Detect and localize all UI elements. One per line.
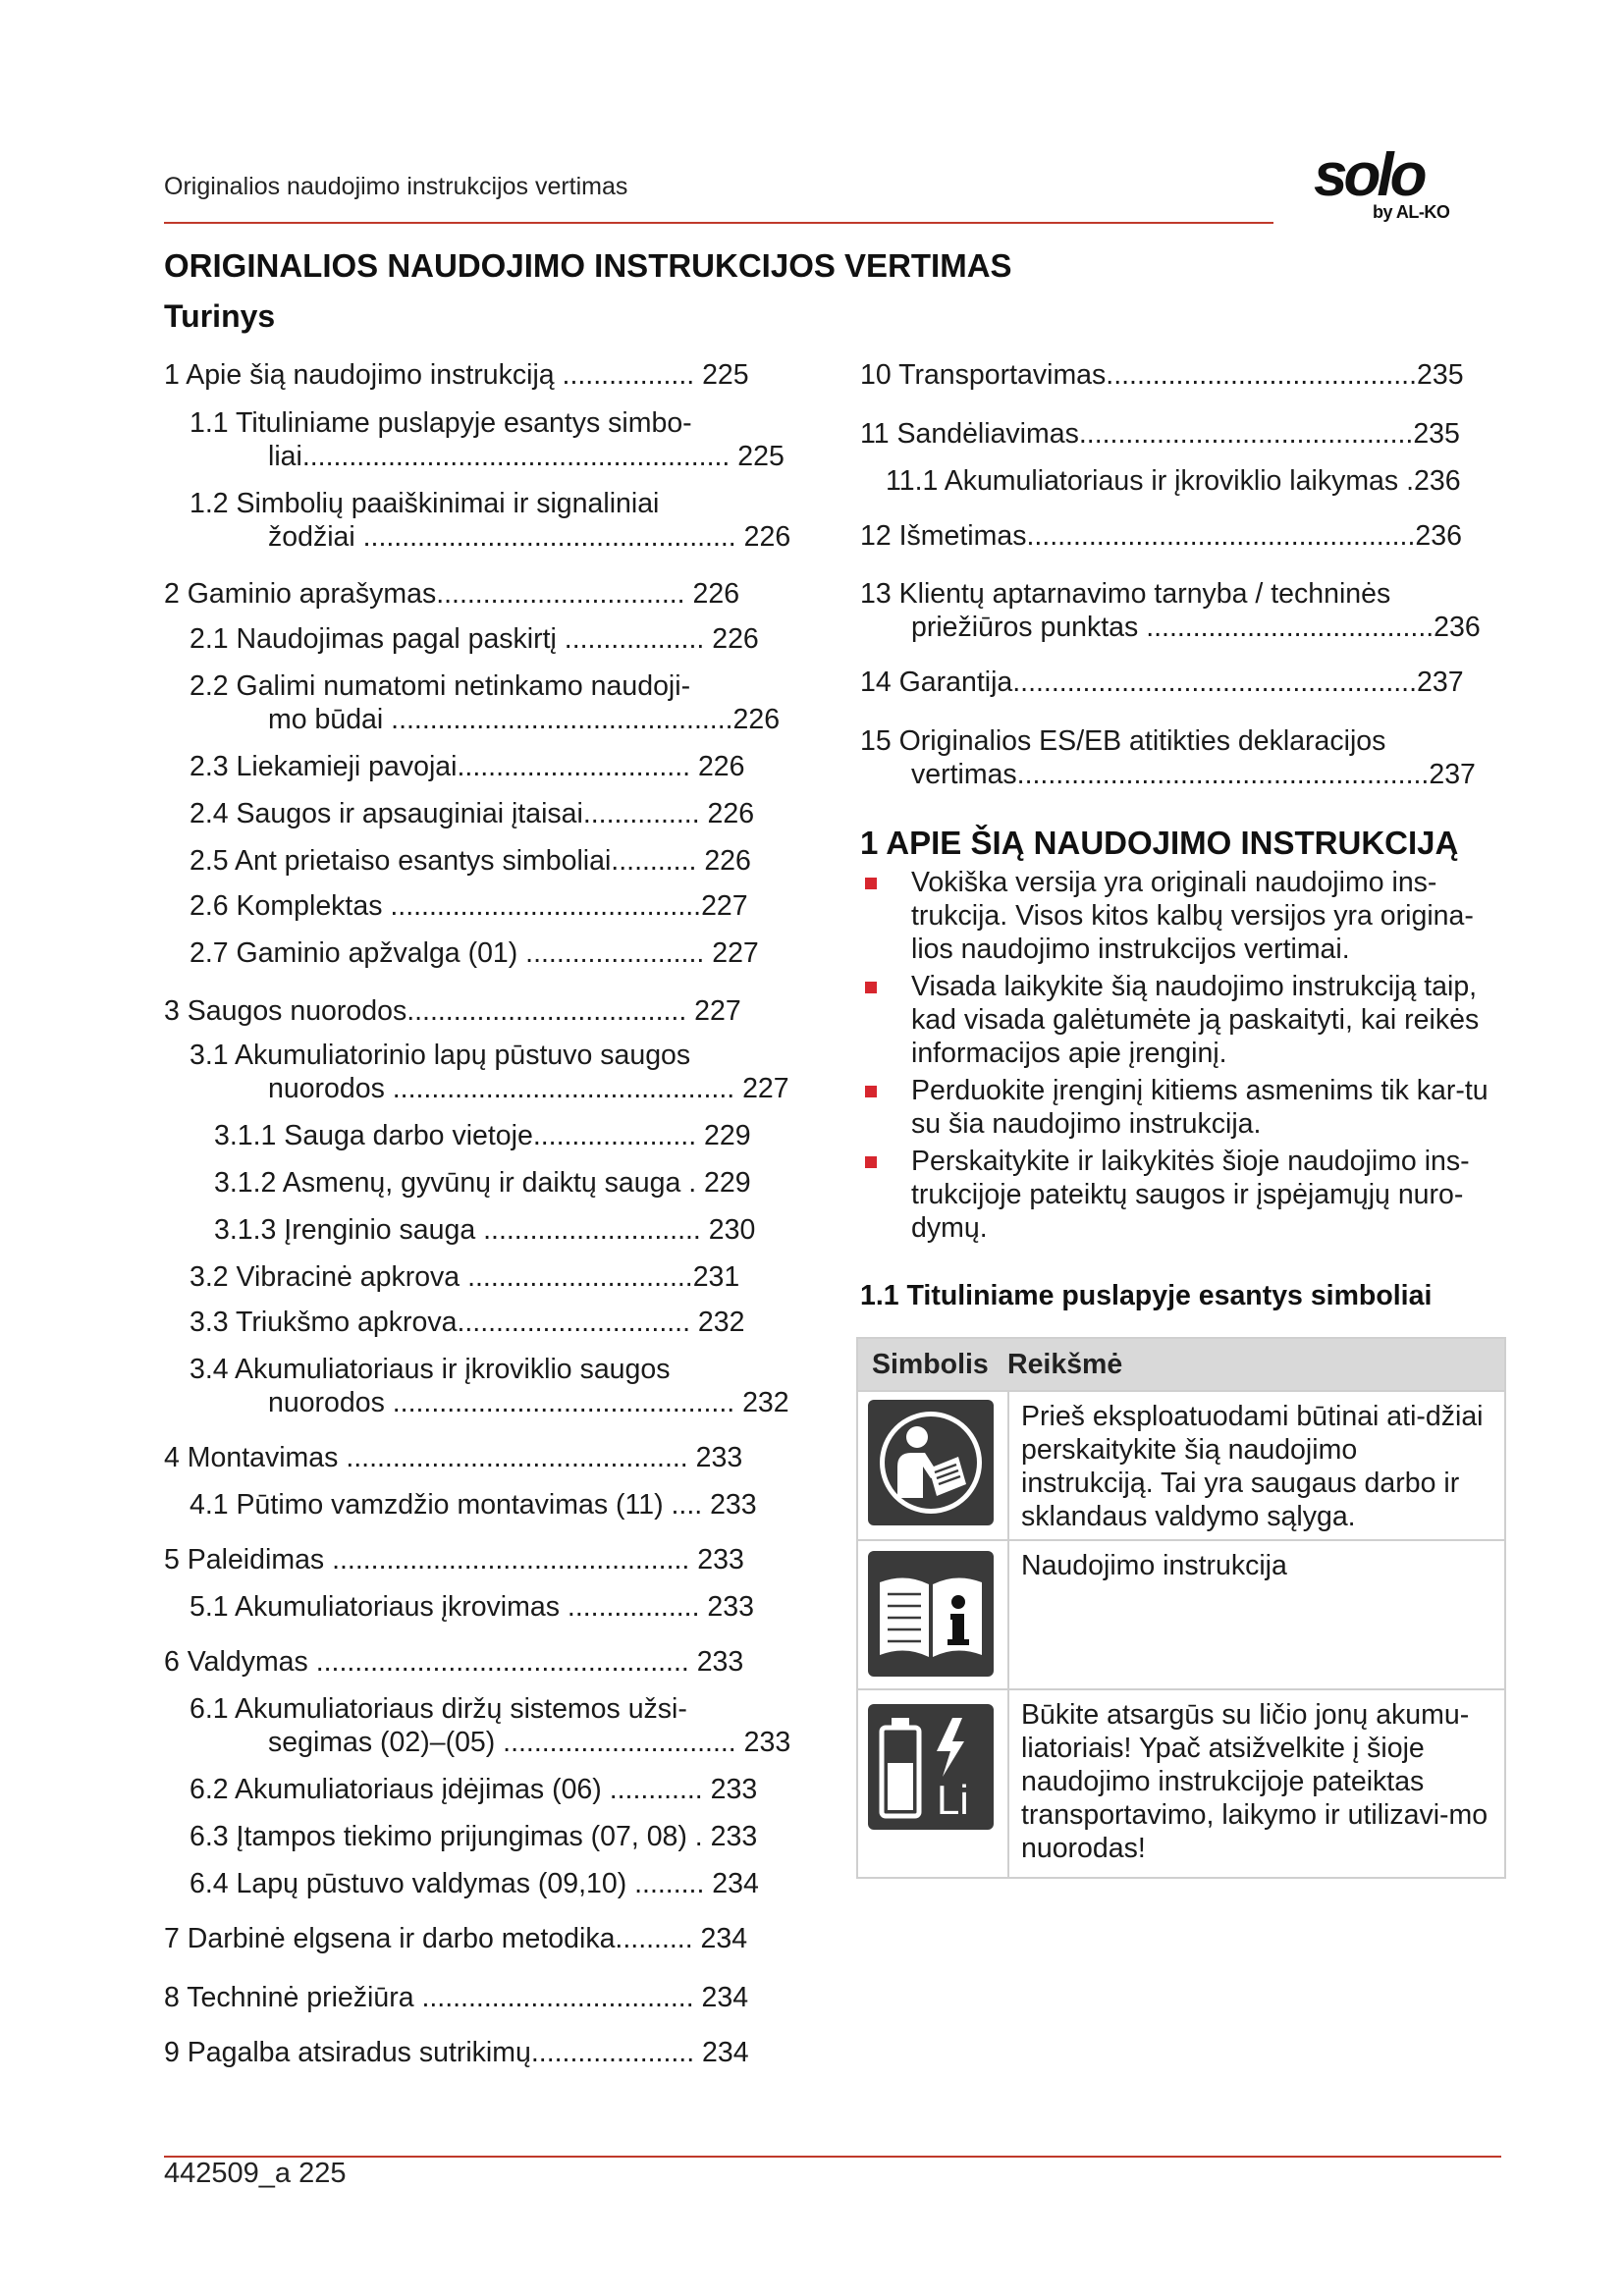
table-row bbox=[858, 1392, 1504, 1539]
section-heading: 1 APIE ŠIĄ NAUDOJIMO INSTRUKCIJĄ bbox=[860, 825, 1459, 861]
logo-subtitle: by AL-KO bbox=[1373, 202, 1450, 222]
header-rule bbox=[164, 222, 1273, 224]
symbol-table bbox=[856, 1337, 1506, 1879]
list-item: Visada laikykite šią naudojimo instrukciją taip, kad visada galėtumėte ją paskaityti, kai reikės informacijos apie įrenginį. bbox=[860, 970, 1508, 1070]
toc-entry[interactable]: 3.1.2 Asmenų, gyvūnų ir daiktų sauga . 229 bbox=[214, 1167, 751, 1199]
bullet-square-icon bbox=[865, 982, 877, 993]
document-title: ORIGINALIOS NAUDOJIMO INSTRUKCIJOS VERTIMAS bbox=[164, 247, 1012, 284]
toc-entry[interactable]: 1.2 Simbolių paaiškinimai ir signaliniai žodžiai ................................................ 226 bbox=[189, 488, 791, 553]
toc-entry[interactable]: 2.7 Gaminio apžvalga (01) ....................... 227 bbox=[189, 937, 759, 969]
toc-entry[interactable]: 11 Sandėliavimas...........................................235 bbox=[860, 418, 1460, 450]
read-manual-icon bbox=[868, 1400, 994, 1525]
logo-wordmark: solo bbox=[1314, 141, 1424, 209]
bullet-square-icon bbox=[865, 1156, 877, 1168]
toc-entry[interactable]: 3.2 Vibracinė apkrova .............................231 bbox=[189, 1261, 740, 1293]
toc-entry[interactable]: 5.1 Akumuliatoriaus įkrovimas ................. 233 bbox=[189, 1591, 754, 1623]
toc-entry[interactable]: 6.2 Akumuliatoriaus įdėjimas (06) ............ 233 bbox=[189, 1774, 758, 1805]
column-divider bbox=[1007, 1690, 1009, 1877]
toc-entry[interactable]: 3.3 Triukšmo apkrova.............................. 232 bbox=[189, 1307, 745, 1338]
table-row bbox=[858, 1688, 1504, 1877]
list-item: Perskaitykite ir laikykitės šioje naudojimo ins-trukcijoje pateiktų saugos ir įspėjamųjų nuro-dymų. bbox=[860, 1145, 1508, 1245]
toc-entry[interactable]: 3.1.3 Įrenginio sauga ............................ 230 bbox=[214, 1214, 756, 1246]
toc-entry[interactable]: 6.4 Lapų pūstuvo valdymas (09,10) ......... 234 bbox=[189, 1868, 759, 1899]
toc-entry[interactable]: 1.1 Tituliniame puslapyje esantys simbo- liai....................................................... 225 bbox=[189, 407, 785, 472]
toc-entry[interactable]: 7 Darbinė elgsena ir darbo metodika.......... 234 bbox=[164, 1923, 748, 1954]
toc-entry[interactable]: 2.1 Naudojimas pagal paskirtį .................. 226 bbox=[189, 623, 759, 655]
column-divider bbox=[1007, 1392, 1009, 1539]
toc-entry[interactable]: 4 Montavimas ............................................ 233 bbox=[164, 1442, 743, 1473]
table-row bbox=[858, 1539, 1504, 1688]
bullet-list bbox=[860, 866, 1508, 1249]
toc-entry[interactable]: 3.1.1 Sauga darbo vietoje..................... 229 bbox=[214, 1120, 751, 1151]
toc-entry[interactable]: 11.1 Akumuliatoriaus ir įkroviklio laikymas .236 bbox=[886, 465, 1461, 497]
li-label: Li bbox=[937, 1777, 969, 1823]
toc-entry[interactable]: 14 Garantija....................................................237 bbox=[860, 667, 1464, 698]
toc-entry[interactable]: 10 Transportavimas........................................235 bbox=[860, 359, 1464, 391]
toc-entry[interactable]: 2.2 Galimi numatomi netinkamo naudoji- mo būdai ............................................226 bbox=[189, 670, 781, 735]
column-header-meaning: Reikšmė bbox=[1007, 1349, 1123, 1380]
toc-entry[interactable]: 2.5 Ant prietaiso esantys simboliai........... 226 bbox=[189, 845, 751, 877]
table-header bbox=[858, 1339, 1504, 1392]
toc-entry[interactable]: 6.3 Įtampos tiekimo prijungimas (07, 08) . 233 bbox=[189, 1821, 758, 1852]
meaning-text: Būkite atsargūs su ličio jonų akumu-liatoriais! Ypač atsižvelkite į šioje naudojimo instrukcijoje pateiktas transportavimo, laikymo ir utilizavi-mo nuorodas! bbox=[1021, 1699, 1489, 1864]
toc-entry[interactable]: 2.6 Komplektas ........................................227 bbox=[189, 890, 748, 922]
li-ion-battery-icon bbox=[868, 1704, 994, 1830]
toc-entry[interactable]: 8 Techninė priežiūra ................................... 234 bbox=[164, 1982, 749, 2013]
toc-heading: Turinys bbox=[164, 298, 276, 334]
toc-entry[interactable]: 6.1 Akumuliatoriaus diržų sistemos užsi- segimas (02)–(05) .............................. 233 bbox=[189, 1693, 791, 1758]
toc-entry[interactable]: 2.4 Saugos ir apsauginiai įtaisai............... 226 bbox=[189, 798, 755, 829]
list-item: Perduokite įrenginį kitiems asmenims tik kar-tu su šia naudojimo instrukcija. bbox=[860, 1074, 1508, 1141]
running-title: Originalios naudojimo instrukcijos vertimas bbox=[164, 173, 628, 200]
footer-rule bbox=[164, 2156, 1501, 2158]
toc-entry[interactable]: 5 Paleidimas .............................................. 233 bbox=[164, 1544, 744, 1575]
page-number: 442509_a 225 bbox=[164, 2158, 347, 2189]
toc-entry[interactable]: 13 Klientų aptarnavimo tarnyba / techninės priežiūros punktas .....................................236 bbox=[860, 578, 1481, 643]
meaning-text: Naudojimo instrukcija bbox=[1021, 1550, 1287, 1581]
toc-entry[interactable]: 3.4 Akumuliatoriaus ir įkroviklio saugos nuorodos ............................................ 232 bbox=[189, 1354, 789, 1418]
toc-entry[interactable]: 3.1 Akumuliatorinio lapų pūstuvo saugos nuorodos ............................................ 227 bbox=[189, 1040, 789, 1104]
solo-logo bbox=[1314, 141, 1471, 224]
bullet-square-icon bbox=[865, 1086, 877, 1097]
bullet-square-icon bbox=[865, 878, 877, 889]
toc-entry[interactable]: 6 Valdymas ................................................ 233 bbox=[164, 1646, 744, 1678]
toc-entry[interactable]: 3 Saugos nuorodos.................................... 227 bbox=[164, 995, 741, 1027]
manual-info-icon bbox=[868, 1551, 994, 1677]
toc-entry[interactable]: 15 Originalios ES/EB atitikties deklaracijos vertimas.....................................................237 bbox=[860, 725, 1476, 790]
toc-entry[interactable]: 2.3 Liekamieji pavojai.............................. 226 bbox=[189, 751, 745, 782]
column-header-symbol: Simbolis bbox=[872, 1349, 989, 1380]
toc-entry[interactable]: 12 Išmetimas..................................................236 bbox=[860, 520, 1462, 552]
list-item: Vokiška versija yra originali naudojimo ins-trukcija. Visos kitos kalbų versijos yra origina-lios naudojimo instrukcijos vertimai. bbox=[860, 866, 1508, 966]
toc-entry[interactable]: 9 Pagalba atsiradus sutrikimų..................... 234 bbox=[164, 2037, 749, 2068]
toc-entry[interactable]: 2 Gaminio aprašymas................................ 226 bbox=[164, 578, 740, 610]
column-divider bbox=[1007, 1541, 1009, 1688]
toc-entry[interactable]: 4.1 Pūtimo vamzdžio montavimas (11) .... 233 bbox=[189, 1489, 757, 1521]
subsection-heading: 1.1 Tituliniame puslapyje esantys simboliai bbox=[860, 1280, 1433, 1311]
meaning-text: Prieš eksploatuodami būtinai ati-džiai perskaitykite šią naudojimo instrukciją. Tai yra saugaus darbo ir sklandaus valdymo sąlyga. bbox=[1021, 1401, 1484, 1532]
toc-entry[interactable]: 1 Apie šią naudojimo instrukciją ................. 225 bbox=[164, 359, 749, 391]
